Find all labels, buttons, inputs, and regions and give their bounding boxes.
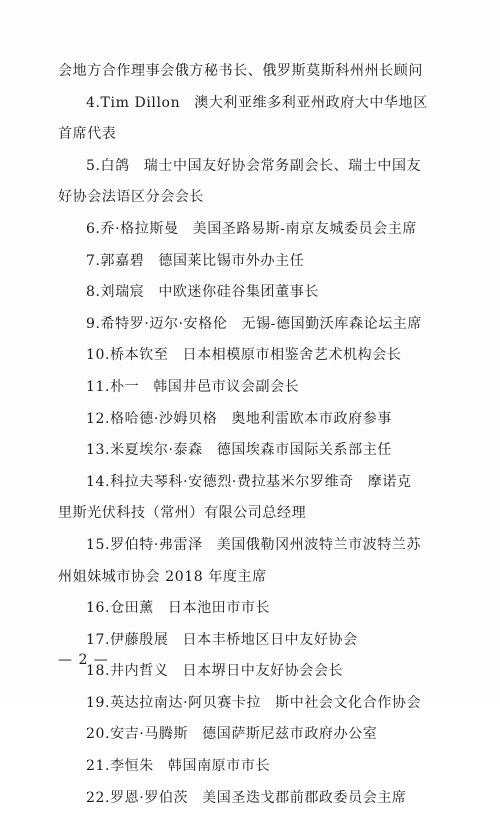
list-line [58, 277, 450, 309]
participant-title: 里斯光伏科技（常州）有限公司总经理 [58, 505, 307, 522]
list-line [58, 467, 450, 499]
participant-name: 7.郭嘉碧 [86, 252, 145, 269]
participant-title: 好协会法语区分会会长 [58, 189, 204, 206]
list-line [58, 56, 450, 88]
participant-list [58, 56, 450, 814]
participant-title: 日本丰桥地区日中友好协会 [182, 631, 358, 648]
list-line [58, 783, 450, 814]
participant-title: 中欧迷你硅谷集团董事长 [158, 284, 319, 301]
list-line [58, 119, 450, 151]
list-line [58, 751, 450, 783]
list-line [58, 625, 450, 657]
participant-name: 5.白鸽 [86, 157, 130, 174]
participant-name: 12.格哈德·沙姆贝格 [86, 410, 218, 427]
participant-name: 21.李恒朱 [86, 758, 154, 775]
participant-name: 14.科拉夫琴科·安德烈·费拉基米尔罗维奇 [86, 473, 354, 490]
participant-title: 州姐妹城市协会 2018 年度主席 [58, 568, 267, 585]
participant-title: 瑞士中国友好协会常务副会长、瑞士中国友 [143, 157, 422, 174]
list-line [58, 404, 450, 436]
participant-title: 日本堺日中友好协会会长 [182, 663, 344, 680]
participant-title: 首席代表 [58, 126, 117, 143]
list-line [58, 340, 450, 372]
participant-name: 10.桥本钦至 [86, 347, 169, 364]
participant-name: 20.安吉·马腾斯 [86, 726, 189, 743]
participant-title: 韩国南原市市长 [167, 758, 271, 775]
participant-name: 8.刘瑞宸 [86, 284, 145, 301]
list-line [58, 656, 450, 688]
participant-name: 4.Tim Dillon [86, 94, 181, 111]
participant-title: 奥地利雷欧本市政府参事 [231, 410, 392, 427]
participant-name: 18.井内哲义 [86, 663, 169, 680]
participant-title: 美国圣路易斯-南京友城委员会主席 [192, 220, 417, 237]
page-number: — 2 — [58, 652, 109, 668]
participant-title: 斯中社会文化合作协会 [275, 694, 422, 711]
participant-title: 美国俄勒冈州波特兰市波特兰苏 [216, 536, 422, 553]
participant-title: 韩国井邑市议会副会长 [153, 378, 300, 395]
list-line [58, 562, 450, 594]
list-line [58, 246, 450, 278]
participant-name: 16.仓田薰 [86, 600, 154, 617]
list-line [58, 593, 450, 625]
list-line [58, 151, 450, 183]
list-line [58, 214, 450, 246]
participant-name: 15.罗伯特·弗雷泽 [86, 536, 203, 553]
participant-name: 6.乔·格拉斯曼 [86, 220, 179, 237]
list-line [58, 309, 450, 341]
list-line [58, 719, 450, 751]
list-line [58, 88, 450, 120]
participant-title: 德国埃森市国际关系部主任 [216, 442, 392, 459]
participant-title: 日本相模原市相鉴舍艺术机构会长 [182, 347, 402, 364]
participant-name: 11.朴一 [86, 378, 140, 395]
participant-name: 17.伊藤殷展 [86, 631, 169, 648]
participant-title: 美国圣迭戈郡前郡政委员会主席 [202, 789, 407, 806]
list-line [58, 435, 450, 467]
participant-title: 摩诺克 [367, 473, 412, 490]
list-line [58, 530, 450, 562]
list-line [58, 372, 450, 404]
participant-title: 德国萨斯尼兹市政府办公室 [202, 726, 378, 743]
participant-title: 会地方合作理事会俄方秘书长、俄罗斯莫斯科州州长顾问 [58, 63, 423, 79]
participant-name: 22.罗恩·罗伯茨 [86, 789, 189, 806]
list-line [58, 182, 450, 214]
participant-title: 日本池田市市长 [167, 600, 271, 617]
participant-name: 13.米夏埃尔·泰森 [86, 442, 203, 459]
participant-name: 9.希特罗·迈尔·安格伦 [86, 315, 228, 332]
list-line [58, 498, 450, 530]
participant-title: 德国莱比锡市外办主任 [158, 252, 305, 269]
participant-title: 澳大利亚维多利亚州政府大中华地区 [194, 94, 428, 111]
participant-name: 19.英达拉南达·阿贝赛卡拉 [86, 694, 262, 711]
participant-title: 无锡-德国勤沃库森论坛主席 [241, 315, 422, 332]
